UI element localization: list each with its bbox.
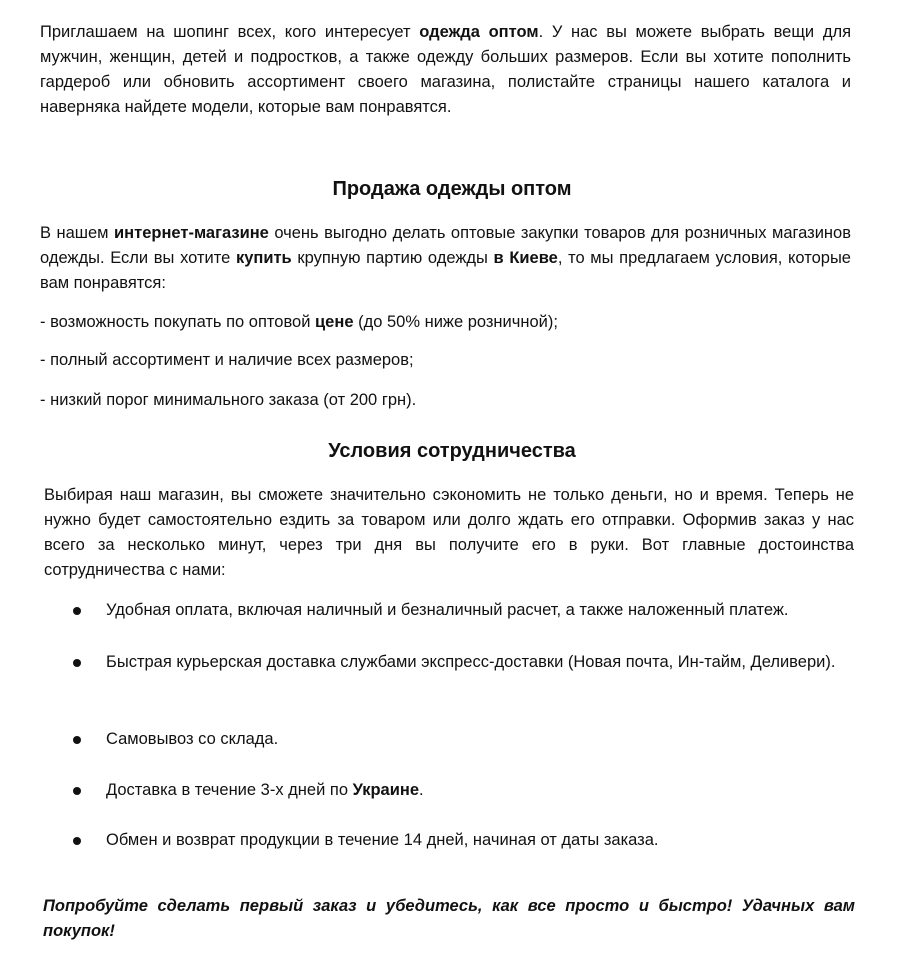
intro-bold-link[interactable]: одежда оптом [419, 23, 539, 41]
advantage-item-pickup: Самовывоз со склада. [106, 730, 279, 748]
advantage-item-return: Обмен и возврат продукции в течение 14 дней, начиная от даты заказа. [106, 831, 659, 849]
wholesale-bold-kiev[interactable]: в Киеве [493, 249, 558, 267]
advantage-item-ukraine [106, 778, 854, 803]
closing-call-to-action: Попробуйте сделать первый заказ и убедитесь, как все просто и быстро! Удачных вам покупок! [43, 897, 855, 940]
bullet-icon [73, 736, 81, 744]
condition-line-assortment: - полный ассортимент и наличие всех размеров; [40, 351, 414, 369]
wholesale-bold-shop[interactable]: интернет-магазине [114, 224, 269, 242]
condition-price-text-1: - возможность покупать по оптовой [40, 313, 316, 331]
advantage-item-payment: Удобная оплата, включая наличный и безналичный расчет, а также наложенный платеж. [106, 601, 789, 619]
bullet-icon [73, 787, 81, 795]
ukraine-text-1: Доставка в течение 3-х дней по [106, 781, 353, 799]
ukraine-text-2: . [419, 781, 424, 799]
wholesale-bold-buy[interactable]: купить [235, 249, 292, 267]
wholesale-text-4: , то мы предлагаем условия, которые вам понравятся: [40, 249, 851, 292]
wholesale-text-3: крупную партию одежды [291, 249, 494, 267]
advantage-item-delivery: Быстрая курьерская доставка службами экспресс-доставки (Новая почта, Ин-тайм, Деливери). [106, 653, 836, 671]
wholesale-paragraph [40, 221, 851, 296]
condition-line-min-order: - низкий порог минимального заказа (от 200 грн). [40, 391, 417, 409]
section-heading-cooperation: Условия сотрудничества [328, 440, 576, 462]
cooperation-paragraph: Выбирая наш магазин, вы сможете значительно сэкономить не только деньги, но и время. Теперь не нужно будет самостоятельно ездить за товаром или долго ждать его отправки. Оформив заказ у нас всего за несколько минут, через три дня вы получите его в руки. Вот главные достоинства сотрудничества с нами: [44, 486, 854, 579]
ukraine-bold[interactable]: Украине [352, 781, 420, 799]
wholesale-text-1: В нашем [40, 224, 114, 242]
bullet-icon [73, 837, 81, 845]
condition-price-text-2: (до 50% ниже розничной); [353, 313, 558, 331]
condition-line-price [40, 310, 558, 335]
bullet-icon [73, 607, 81, 615]
section-heading-wholesale: Продажа одежды оптом [332, 178, 572, 200]
intro-text-2: . У нас вы можете выбрать вещи для мужчин, женщин, детей и подростков, а также одежду больших размеров. Если вы хотите пополнить гардероб или обновить ассортимент своего магазина, полистайте страницы нашего каталога и наверняка найдете модели, которые вам понравятся. [40, 23, 852, 116]
intro-paragraph [40, 20, 851, 120]
bullet-icon [73, 659, 81, 667]
wholesale-text-2: очень выгодно делать оптовые закупки товаров для розничных магазинов одежды. Если вы хотите [40, 224, 851, 267]
intro-text-1: Приглашаем на шопинг всех, кого интересует [40, 23, 420, 41]
condition-price-bold[interactable]: цене [315, 313, 354, 331]
